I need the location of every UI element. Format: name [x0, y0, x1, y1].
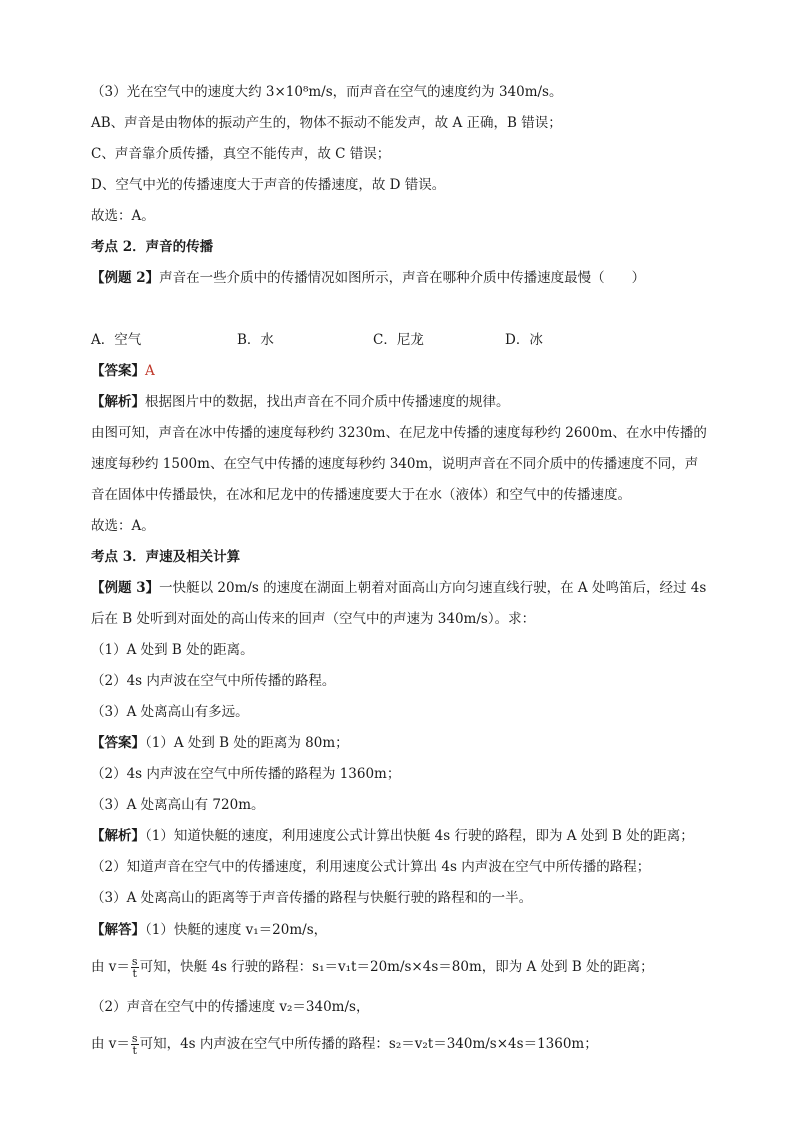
example-text: 一快艇以 20m/s 的速度在湖面上朝着对面高山方向匀速直线行驶，在 A 处鸣笛后，经过 4s	[159, 580, 707, 596]
formula-text: 可知，4s 内声波在空气中所传播的路程：s₂＝v₂t＝340m/s×4s＝1360m；	[139, 1036, 598, 1052]
text-line: D、空气中光的传播速度大于声音的传播速度，故 D 错误。	[91, 177, 446, 193]
solution-line	[91, 956, 654, 979]
fraction-s-over-t	[131, 1033, 139, 1056]
section-heading: 考点 3．声速及相关计算	[91, 549, 241, 565]
option-c: C．尼龙	[373, 332, 424, 348]
analysis-text: 根据图片中的数据，找出声音在不同介质中传播速度的规律。	[145, 394, 510, 410]
example-tag: 【例题 3】	[91, 580, 160, 596]
example-question	[91, 578, 706, 598]
example-question	[91, 268, 645, 288]
text-line: 由图可知，声音在冰中传播的速度每秒约 3230m、在尼龙中传播的速度每秒约 2600m、在水中传播的	[91, 425, 707, 441]
option-b: B．水	[237, 332, 274, 348]
solution-tag: 【解答】	[91, 922, 145, 938]
answer-tag: 【答案】	[91, 735, 145, 751]
question-1: （1）A 处到 B 处的距离。	[91, 642, 254, 658]
analysis-line: （2）知道声音在空气中的传播速度，利用速度公式计算出 4s 内声波在空气中所传播的路程；	[91, 859, 651, 875]
answer-text: （1）A 处到 B 处的距离为 80m；	[145, 735, 349, 751]
answer-line: （2）4s 内声波在空气中所传播的路程为 1360m；	[91, 766, 401, 782]
answer-line	[91, 361, 155, 381]
analysis-line	[91, 826, 694, 846]
solution-line	[91, 1033, 598, 1056]
answer-line: （3）A 处离高山有 720m。	[91, 797, 265, 813]
formula-prefix: 由 v＝	[91, 1036, 130, 1052]
example-text: 声音在一些介质中的传播情况如图所示，声音在哪种介质中传播速度最慢（ ）	[159, 270, 646, 286]
answer-tag: 【答案】	[91, 363, 145, 379]
answer-value: A	[145, 363, 155, 379]
formula-prefix: 由 v＝	[91, 959, 130, 975]
formula-text: 可知，快艇 4s 行驶的路程：s₁＝v₁t＝20m/s×4s＝80m，即为 A 处到 B 处的距离；	[139, 959, 654, 975]
text-line: 音在固体中传播最快，在冰和尼龙中的传播速度要大于在水（液体）和空气中的传播速度。	[91, 487, 631, 503]
analysis-line: （3）A 处离高山的距离等于声音传播的路程与快艇行驶的路程和的一半。	[91, 890, 533, 906]
analysis-tag: 【解析】	[91, 828, 145, 844]
fraction-s-over-t	[131, 956, 139, 979]
question-2: （2）4s 内声波在空气中所传播的路程。	[91, 673, 336, 689]
fraction-denominator: t	[132, 967, 137, 980]
text-line: C、声音靠介质传播，真空不能传声，故 C 错误；	[91, 146, 391, 162]
example-tag: 【例题 2】	[91, 270, 160, 286]
text-line: AB、声音是由物体的振动产生的，物体不振动不能发声，故 A 正确，B 错误；	[91, 115, 562, 131]
text-line: 故选：A。	[91, 518, 155, 534]
text-line: 故选：A。	[91, 208, 155, 224]
question-3: （3）A 处离高山有多远。	[91, 704, 249, 720]
analysis-line	[91, 392, 510, 412]
fraction-numerator: s	[131, 1032, 138, 1045]
option-d: D．冰	[505, 332, 543, 348]
text-line: （3）光在空气中的速度大约 3×10⁸m/s，而声音在空气的速度约为 340m/s。	[91, 84, 563, 100]
analysis-tag: 【解析】	[91, 394, 145, 410]
option-a: A．空气	[91, 332, 142, 348]
text-line: 后在 B 处听到对面处的高山传来的回声（空气中的声速为 340m/s）。求：	[91, 611, 536, 627]
solution-line	[91, 920, 327, 940]
solution-text: （1）快艇的速度 v₁＝20m/s，	[145, 922, 328, 938]
analysis-text: （1）知道快艇的速度，利用速度公式计算出快艇 4s 行驶的路程，即为 A 处到 B 处的距离；	[145, 828, 694, 844]
text-line: 速度每秒约 1500m、在空气中传播的速度每秒约 340m，说明声音在不同介质中的传播速度不同，声	[91, 456, 699, 472]
solution-line: （2）声音在空气中的传播速度 v₂＝340m/s，	[91, 999, 370, 1015]
answer-line	[91, 733, 349, 753]
fraction-denominator: t	[132, 1044, 137, 1057]
section-heading: 考点 2．声音的传播	[91, 239, 214, 255]
fraction-numerator: s	[131, 955, 138, 968]
options-row	[91, 330, 543, 350]
